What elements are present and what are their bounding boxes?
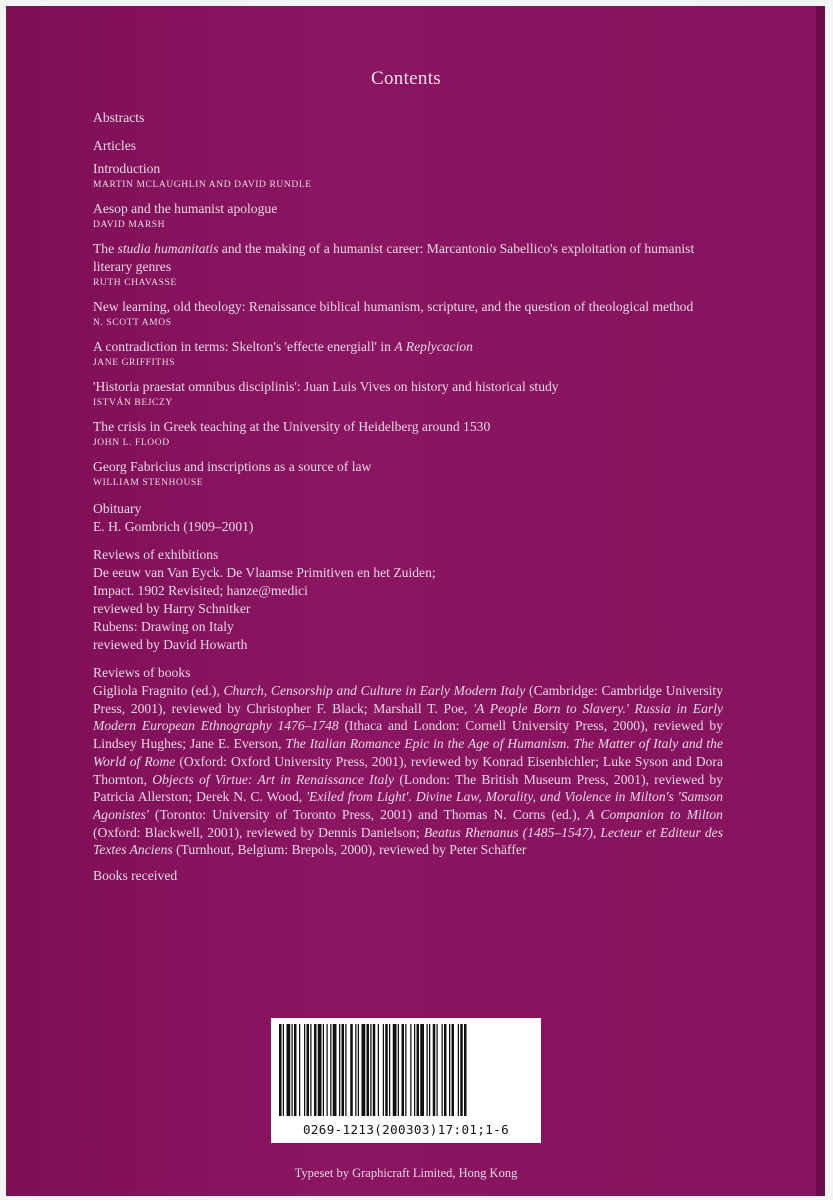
exhibition-line: reviewed by Harry Schnitker [93, 601, 251, 616]
barcode-number: 0269-1213(200303)17:01;1-6 [302, 1122, 510, 1137]
barcode-bar [350, 1024, 353, 1116]
barcode-bar [414, 1024, 415, 1116]
article-author: DAVID MARSH [93, 220, 166, 230]
barcode-bar [458, 1024, 459, 1116]
barcode-bar [452, 1024, 455, 1116]
article-entry [93, 200, 723, 232]
barcode-bar [279, 1024, 282, 1116]
journal-back-cover [6, 6, 816, 1196]
books-received: Books received [93, 868, 178, 884]
exhibition-line: reviewed by David Howarth [93, 637, 248, 652]
barcode-bar [373, 1024, 376, 1116]
article-entry [93, 298, 723, 330]
barcode-bar [345, 1024, 346, 1116]
books-review-text: Gigliola Fragnito (ed.), Church, Censorship and Culture in Early Modern Italy (Cambridge: Cambridge University Press, 2001), reviewed by Christopher F. Black; Marshall T. Poe, 'A People Born to Slavery.' Russia in Early Modern European Ethnography 1476–1748 (Ithaca and London: Cornell University Press, 2000), reviewed by Lindsey Hughes; Jane E. Everson, The Italian Romance Epic in the Age of Humanism. The Matter of Italy and the World of Rome (Oxford: Oxford University Press, 2001), reviewed by Konrad Eisenbichler; Luke Syson and Dora Thornton, Objects of Virtue: Art in Renaissance Italy (London: The British Museum Press, 2001), reviewed by Patricia Allerston; Derek N. C. Wood, 'Exiled from Light'. Divine Law, Morality, and Violence in Milton's 'Samson Agonistes' (Toronto: University of Toronto Press, 2001) and Thomas N. Corns (ed.), A Companion to Milton (Oxford: Blackwell, 2001), reviewed by Dennis Danielson; Beatus Rhenanus (1485–1547), Lecteur et Editeur des Textes Anciens (Turnhout, Belgium: Brepols, 2000), reviewed by Peter Schäffer [93, 683, 724, 858]
exhibition-line: Rubens: Drawing on Italy [93, 619, 234, 634]
books-heading: Reviews of books [93, 665, 191, 680]
barcode-bar [283, 1024, 284, 1116]
contents-list [93, 109, 723, 885]
barcode-icon [279, 1024, 533, 1116]
barcode-bar [342, 1024, 345, 1116]
barcode-bar [287, 1024, 291, 1116]
article-title: New learning, old theology: Renaissance biblical humanism, scripture, and the question of theological method [93, 299, 694, 314]
barcode-bar [389, 1024, 390, 1116]
abstracts-entry: Abstracts [93, 110, 145, 125]
barcode-bar [307, 1024, 310, 1116]
obituary-line: E. H. Gombrich (1909–2001) [93, 519, 254, 534]
barcode-bar [327, 1024, 328, 1116]
barcode-bar [398, 1024, 399, 1116]
article-title: The crisis in Greek teaching at the University of Heidelberg around 1530 [93, 419, 491, 434]
typeset-credit: Typeset by Graphicraft Limited, Hong Kong [294, 1166, 518, 1180]
barcode-bar [402, 1024, 405, 1116]
cover-edge [816, 6, 825, 1196]
barcode-bar [362, 1024, 366, 1116]
barcode-bar [464, 1024, 467, 1116]
barcode-bar [304, 1024, 305, 1116]
article-author: MARTIN MCLAUGHLIN AND DAVID RUNDLE [93, 180, 312, 190]
exhibitions-section [93, 546, 723, 654]
barcode-bar [367, 1024, 370, 1116]
article-title: The studia humanitatis and the making of a humanist career: Marcantonio Sabellico's exploitation of humanist literary genres [93, 241, 695, 274]
barcode-bar [393, 1024, 397, 1116]
article-entry [93, 378, 723, 410]
barcode-bar [378, 1024, 379, 1116]
article-author: N. SCOTT AMOS [93, 318, 172, 328]
barcode-bar [405, 1024, 406, 1116]
barcode-bar [318, 1024, 322, 1116]
barcode-bar [355, 1024, 356, 1116]
barcode-bar [429, 1024, 430, 1116]
barcode-bar [433, 1024, 436, 1116]
barcode-bar [460, 1024, 463, 1116]
article-title: A contradiction in terms: Skelton's 'effecte energiall' in A Replycacion [93, 339, 473, 354]
obituary-heading: Obituary [93, 501, 142, 516]
exhibition-line: Impact. 1902 Revisited; hanze@medici [93, 583, 308, 598]
article-title: 'Historia praestat omnibus disciplinis': Juan Luis Vives on history and historical study [93, 379, 559, 394]
barcode-label [271, 1018, 541, 1143]
barcode-bar [358, 1024, 359, 1116]
articles-heading: Articles [93, 138, 137, 153]
barcode-bar [333, 1024, 337, 1116]
article-author: RUTH CHAVASSE [93, 278, 177, 288]
obituary-section [93, 500, 723, 536]
barcode-bar [417, 1024, 420, 1116]
article-entry [93, 418, 723, 450]
exhibitions-heading: Reviews of exhibitions [93, 547, 219, 562]
article-title: Georg Fabricius and inscriptions as a source of law [93, 459, 372, 474]
article-entry [93, 458, 723, 490]
barcode-bar [292, 1024, 293, 1116]
barcode-bar [420, 1024, 424, 1116]
contents-title: Contents [371, 68, 441, 89]
barcode-bar [385, 1024, 388, 1116]
barcode-bar [442, 1024, 443, 1116]
barcode-bar [444, 1024, 447, 1116]
barcode-bar [323, 1024, 324, 1116]
barcode-bar [294, 1024, 297, 1116]
exhibition-line: De eeuw van Van Eyck. De Vlaamse Primitiven en het Zuiden; [93, 565, 436, 580]
article-title: Introduction [93, 161, 161, 176]
barcode-bar [339, 1024, 340, 1116]
barcode-bar [299, 1024, 300, 1116]
barcode-bar [330, 1024, 331, 1116]
barcode-bar [383, 1024, 384, 1116]
article-author: WILLIAM STENHOUSE [93, 478, 204, 488]
article-entry [93, 160, 723, 192]
barcode-bar [310, 1024, 311, 1116]
article-author: ISTVÁN BEJCZY [93, 398, 173, 408]
article-entry [93, 240, 723, 290]
article-title: Aesop and the humanist apologue [93, 201, 278, 216]
barcode-bar [314, 1024, 317, 1116]
barcode-bar [370, 1024, 371, 1116]
barcode-bar [410, 1024, 411, 1116]
article-author: JOHN L. FLOOD [93, 438, 170, 448]
barcode-bar [437, 1024, 438, 1116]
barcode-bar [427, 1024, 428, 1116]
article-entry [93, 338, 723, 370]
article-author: JANE GRIFFITHS [93, 358, 176, 368]
barcode-bar [449, 1024, 450, 1116]
books-section [93, 664, 723, 859]
